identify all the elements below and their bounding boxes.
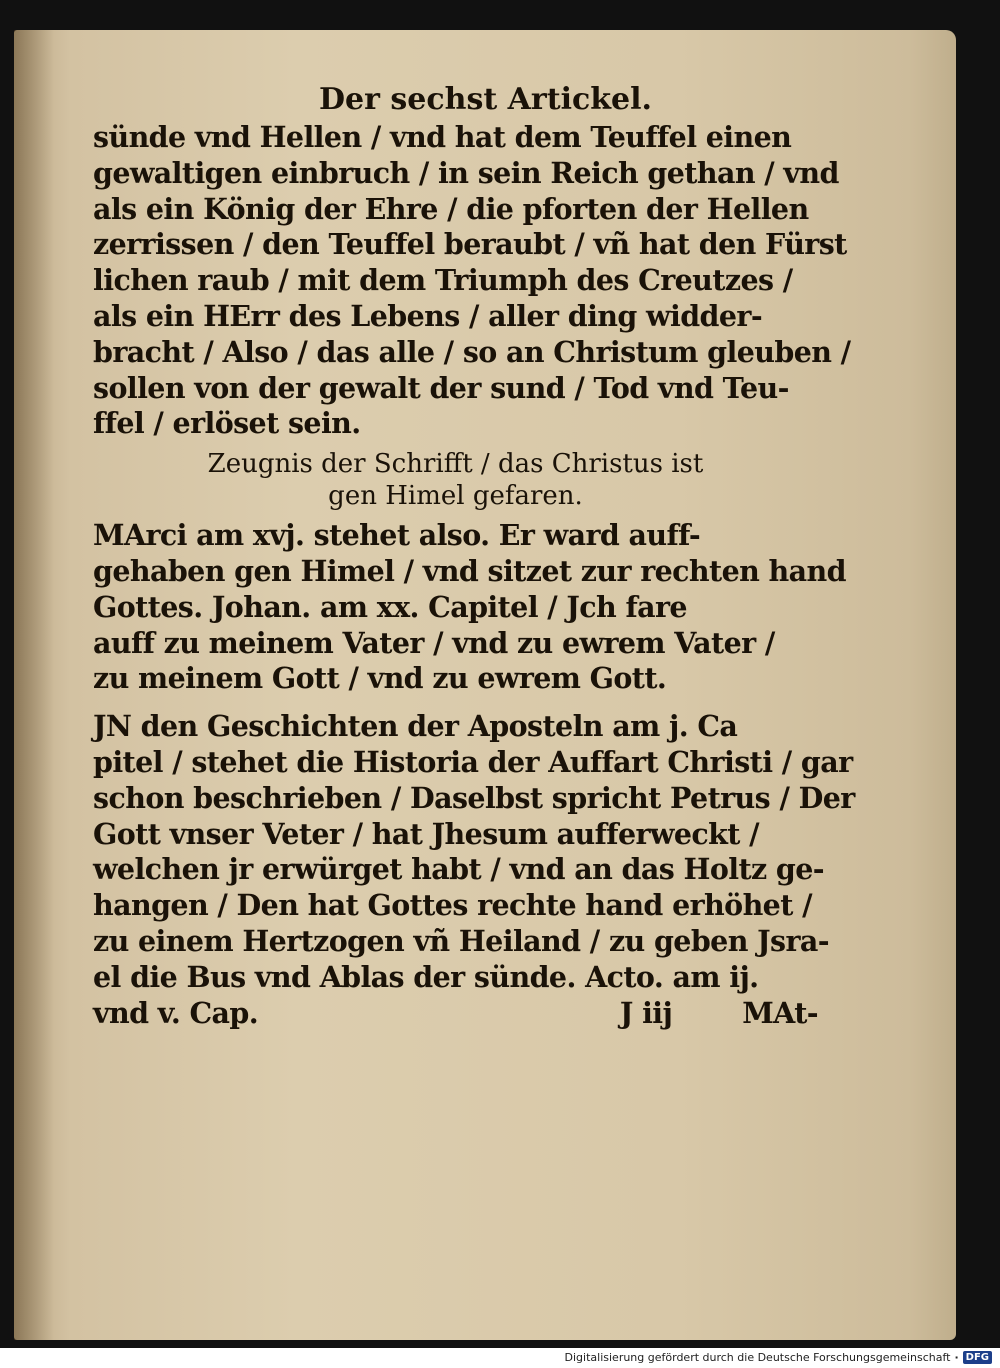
paragraph-2: [93, 518, 846, 697]
text-line: als ein König der Ehre / die pforten der Hellen: [93, 191, 809, 226]
footer-credit: Digitalisierung gefördert durch die Deutsche Forschungsgemeinschaft: [564, 1351, 951, 1364]
text-line: hangen / Den hat Gottes rechte hand erhöhet /: [93, 888, 812, 923]
text-line: zu einem Hertzogen vñ Heiland / zu geben Jsra-: [93, 923, 829, 958]
text-line: vnd v. Cap.: [93, 995, 259, 1030]
page-text: [93, 80, 855, 1031]
paragraph-1: [93, 120, 851, 442]
text-line: JN den Geschichten der Aposteln am j. Ca: [93, 709, 738, 744]
text-line: sünde vnd Hellen / vnd hat dem Teuffel einen: [93, 120, 792, 154]
text-line: schon beschrieben / Daselbst spricht Petrus / Der: [93, 780, 855, 815]
digitization-footer: Digitalisierung gefördert durch die Deutsche Forschungsgemeinschaft · DFG: [565, 1351, 992, 1364]
text-line: auff zu meinem Vater / vnd zu ewrem Vater /: [93, 625, 775, 660]
text-line: MArci am xvj. stehet also. Er ward auff-: [93, 518, 701, 553]
last-line: [93, 996, 818, 1032]
text-line: lichen raub / mit dem Triumph des Creutzes /: [93, 263, 793, 298]
running-header: Der sechst Artickel.: [319, 82, 652, 117]
catchword: MAt-: [742, 995, 818, 1030]
heading-line: gen Himel gefaren.: [328, 481, 583, 512]
paragraph-gap: [93, 697, 818, 709]
text-line: sollen von der gewalt der sund / Tod vnd Teu-: [93, 370, 789, 405]
paragraph-3: [93, 709, 855, 1031]
signature-mark: J iij: [619, 995, 673, 1030]
page-gutter-shadow: [14, 30, 54, 1340]
text-line: ffel / erlöset sein.: [93, 406, 361, 441]
text-line: gehaben gen Himel / vnd sitzet zur rechten hand: [93, 553, 846, 588]
text-line: zerrissen / den Teuffel beraubt / vñ hat den Fürst: [93, 227, 847, 262]
dfg-logo-icon: DFG: [963, 1351, 992, 1364]
signature-block: [620, 996, 818, 1032]
text-line: gewaltigen einbruch / in sein Reich gethan / vnd: [93, 155, 839, 190]
heading-line: Zeugnis der Schrifft / das Christus ist: [207, 449, 704, 480]
text-line: Gottes. Johan. am xx. Capitel / Jch fare: [93, 589, 687, 624]
text-line: Gott vnser Veter / hat Jhesum aufferweckt /: [93, 816, 759, 851]
text-line: als ein HErr des Lebens / aller ding widder-: [93, 298, 763, 333]
text-line: pitel / stehet die Historia der Auffart Christi / gar: [93, 744, 853, 779]
text-line: el die Bus vnd Ablas der sünde. Acto. am ij.: [93, 959, 759, 994]
section-heading: [93, 448, 818, 512]
text-line: bracht / Also / das alle / so an Christum gleuben /: [93, 334, 851, 369]
text-line: zu meinem Gott / vnd zu ewrem Gott.: [93, 661, 667, 696]
text-line: welchen jr erwürget habt / vnd an das Holtz ge-: [93, 852, 825, 887]
